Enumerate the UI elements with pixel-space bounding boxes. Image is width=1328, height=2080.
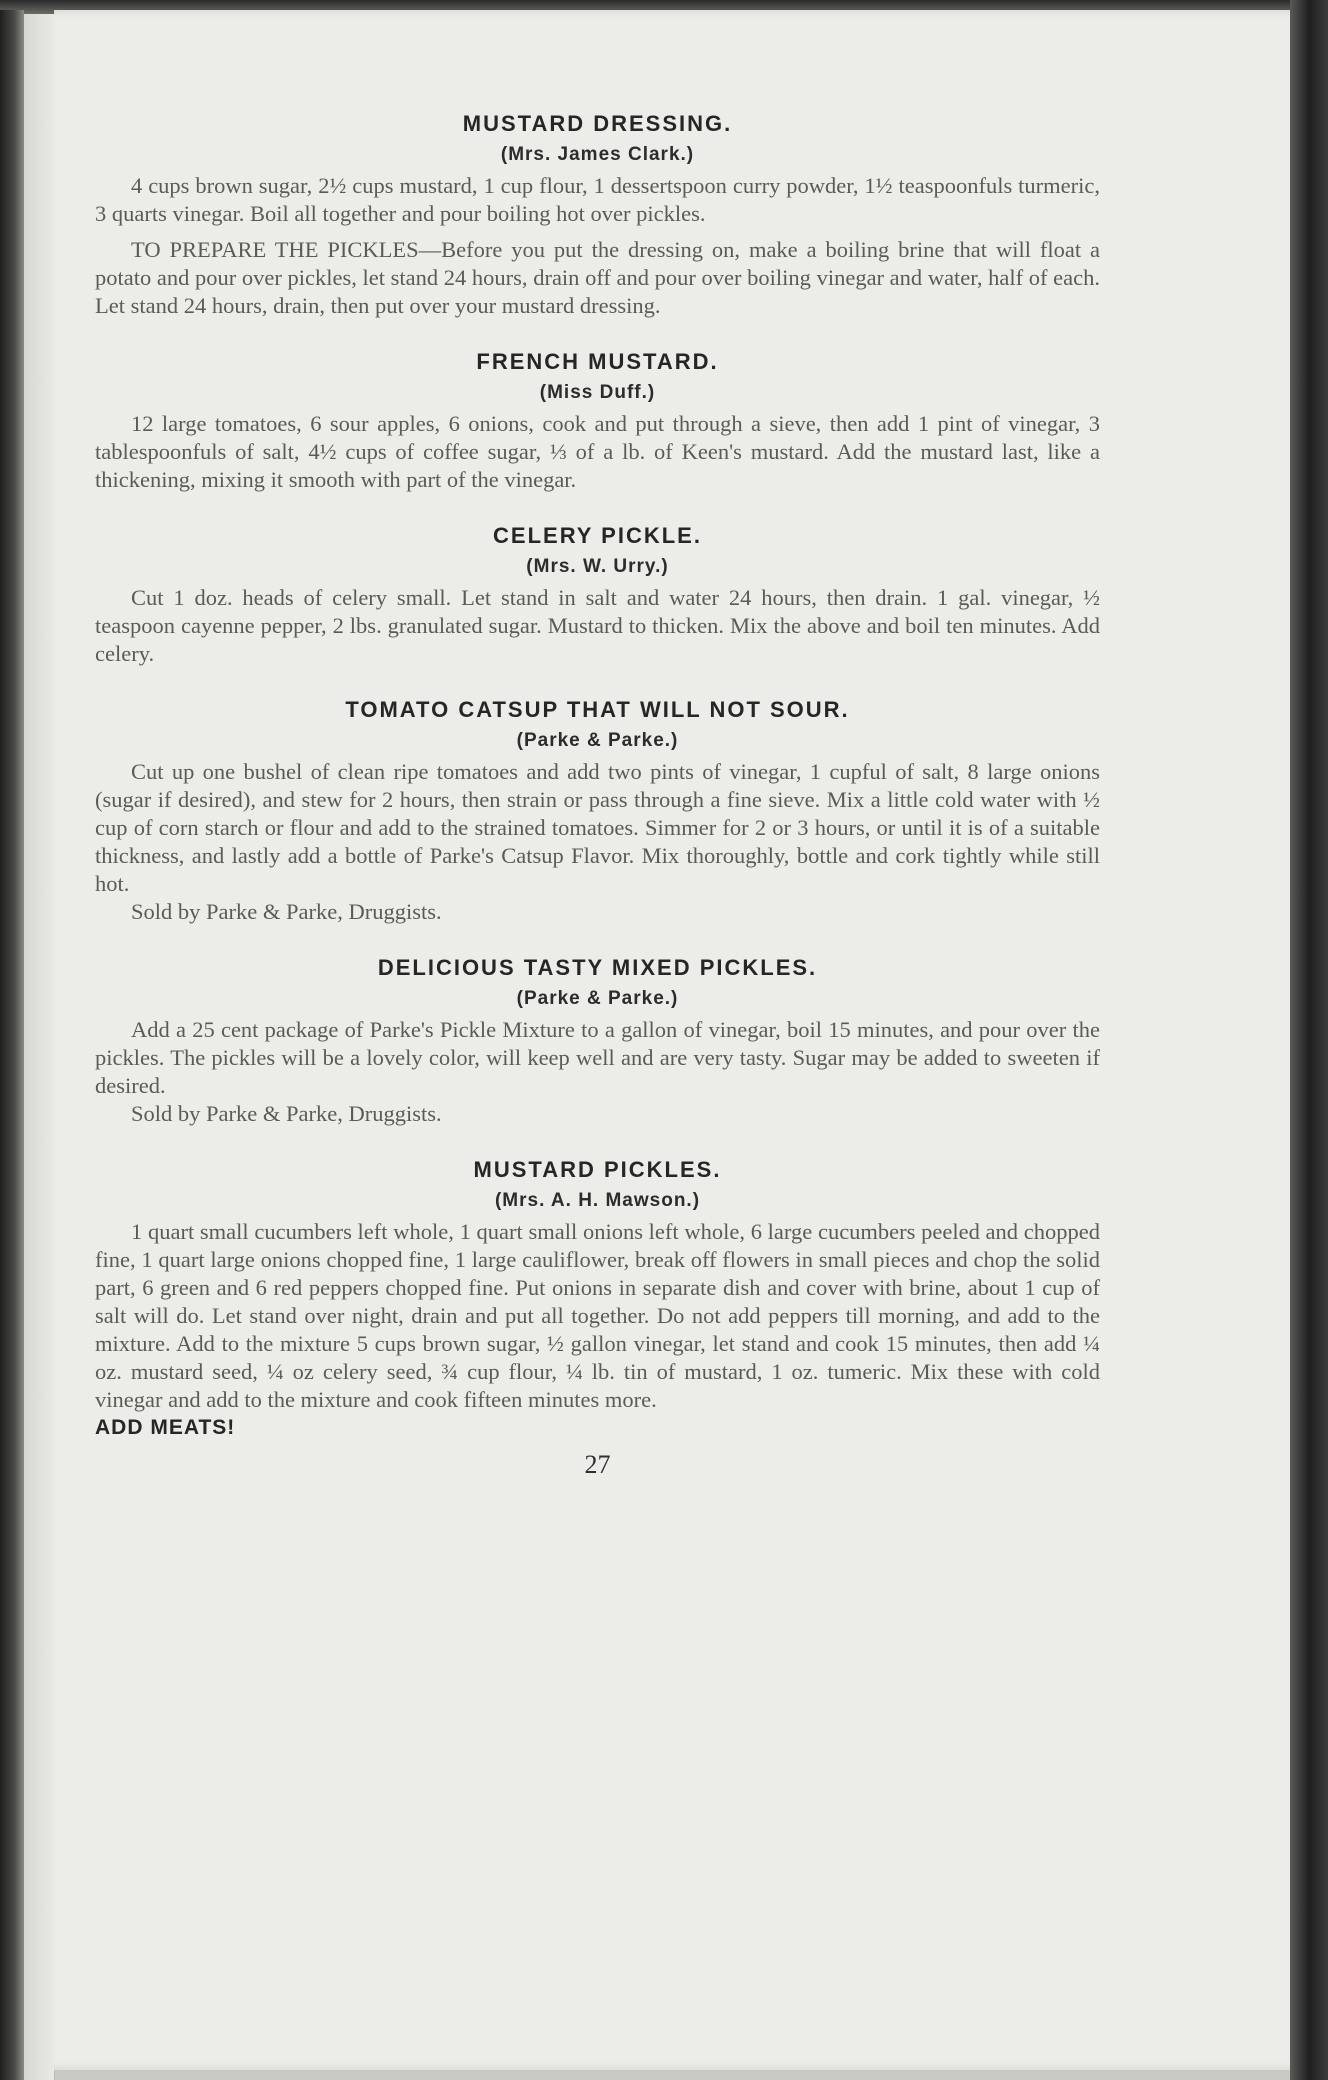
recipe-title: TOMATO CATSUP THAT WILL NOT SOUR. [345, 697, 850, 722]
recipe-paragraph: Cut 1 doz. heads of celery small. Let stand in salt and water 24 hours, then drain. 1 gal. vinegar, ½ teaspoon cayenne pepper, 2 lbs. granulated sugar. Mustard to thicken. Mix the above and boil ten minutes. Add celery. [95, 585, 1100, 666]
recipe-paragraph: TO PREPARE THE PICKLES—Before you put the dressing on, make a boiling brine that will float a potato and pour over pickles, let stand 24 hours, drain off and pour over boiling vinegar and water, half of each. Let stand 24 hours, drain, then put over your mustard dressing. [95, 237, 1100, 318]
recipe-paragraph: 12 large tomatoes, 6 sour apples, 6 onions, cook and put through a sieve, then add 1 pint of vinegar, 3 tablespoonfuls of salt, 4½ cups of coffee sugar, ⅓ of a lb. of Keen's mustard. Add the mustard last, like a thickening, mixing it smooth with part of the vinegar. [95, 411, 1100, 492]
page-number: 27 [584, 1450, 611, 1479]
recipe-author: (Mrs. A. H. Mawson.) [494, 1190, 701, 1211]
recipe-french-mustard [95, 346, 1100, 494]
recipe-tomato-catsup [95, 694, 1100, 926]
recipe-paragraph: 4 cups brown sugar, 2½ cups mustard, 1 cup flour, 1 dessertspoon curry powder, 1½ teaspoonfuls turmeric, 3 quarts vinegar. Boil all together and pour boiling hot over pickles. [95, 173, 1100, 226]
recipe-author: (Miss Duff.) [539, 382, 656, 403]
page-content [95, 108, 1100, 1480]
sold-by-note: Sold by Parke & Parke, Druggists. [131, 1101, 442, 1126]
footer-note: ADD MEATS! [95, 1416, 236, 1439]
recipe-title: DELICIOUS TASTY MIXED PICKLES. [377, 955, 818, 980]
recipe-author: (Parke & Parke.) [516, 988, 679, 1009]
sold-by-note: Sold by Parke & Parke, Druggists. [131, 899, 442, 924]
recipe-title: MUSTARD PICKLES. [473, 1157, 722, 1182]
binding-strip [0, 10, 24, 2080]
recipe-mixed-pickles [95, 952, 1100, 1128]
recipe-author: (Parke & Parke.) [516, 730, 679, 751]
recipe-paragraph: 1 quart small cucumbers left whole, 1 quart small onions left whole, 6 large cucumbers peeled and chopped fine, 1 quart large onions chopped fine, 1 large cauliflower, break off flowers in small pieces and chop the solid part, 6 green and 6 red peppers chopped fine. Put onions in separate dish and cover with brine, about 1 cup of salt will do. Let stand over night, drain and put all together. Do not add peppers till morning, and add to the mixture. Add to the mixture 5 cups brown sugar, ½ gallon vinegar, let stand and cook 15 minutes, then add ¼ oz. mustard seed, ¼ oz celery seed, ¾ cup flour, ¼ lb. tin of mustard, 1 oz. tumeric. Mix these with cold vinegar and add to the mixture and cook fifteen minutes more. [95, 1219, 1100, 1412]
recipe-celery-pickle [95, 520, 1100, 668]
recipe-paragraph: Cut up one bushel of clean ripe tomatoes and add two pints of vinegar, 1 cupful of salt, 8 large onions (sugar if desired), and stew for 2 hours, then strain or pass through a fine sieve. Mix a little cold water with ½ cup of corn starch or flour and add to the strained tomatoes. Simmer for 2 or 3 hours, or until it is of a suitable thickness, and lastly add a bottle of Parke's Catsup Flavor. Mix thoroughly, bottle and cork tightly while still hot. [95, 759, 1100, 896]
recipe-mustard-pickles [95, 1154, 1100, 1414]
recipe-author: (Mrs. W. Urry.) [526, 556, 669, 577]
page-right-shadow [1290, 0, 1328, 2080]
recipe-title: FRENCH MUSTARD. [476, 349, 719, 374]
recipe-title: MUSTARD DRESSING. [462, 111, 733, 136]
recipe-paragraph: Add a 25 cent package of Parke's Pickle Mixture to a gallon of vinegar, boil 15 minutes, and pour over the pickles. The pickles will be a lovely color, will keep well and are very tasty. Sugar may be added to sweeten if desired. [95, 1017, 1100, 1098]
recipe-title: CELERY PICKLE. [493, 523, 702, 548]
recipe-author: (Mrs. James Clark.) [500, 144, 695, 165]
recipe-mustard-dressing [95, 108, 1100, 320]
previous-page-edge [24, 14, 55, 2080]
